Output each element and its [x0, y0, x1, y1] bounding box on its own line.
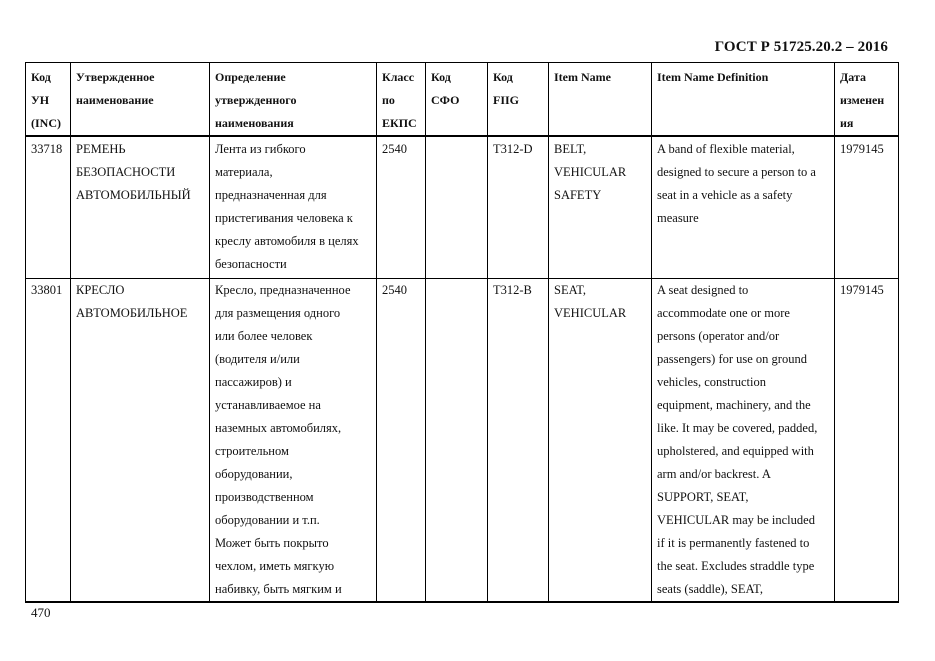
header-code-sfo: Код СФО — [426, 63, 488, 137]
page-number: 470 — [31, 605, 51, 620]
table-header-row — [26, 63, 899, 137]
cell-code-fiig: T312-D — [488, 136, 549, 279]
header-change-date: Дата изменен ия — [835, 63, 899, 137]
table-row — [26, 279, 899, 603]
cell-code-inc: 33718 — [26, 136, 71, 279]
cell-class-ekps: 2540 — [377, 136, 426, 279]
cell-definition: Лента из гибкого материала, предназначенная для пристегивания человека к креслу автомобиля в целях безопасности — [210, 136, 377, 279]
cell-item-name: SEAT, VEHICULAR — [549, 279, 652, 603]
cell-change-date: 1979145 — [835, 136, 899, 279]
cell-item-name: BELT, VEHICULAR SAFETY — [549, 136, 652, 279]
header-definition: Определение утвержденного наименования — [210, 63, 377, 137]
cell-code-sfo — [426, 279, 488, 603]
table-row — [26, 136, 899, 279]
cell-item-name-definition: A seat designed to accommodate one or more persons (operator and/or passengers) for use on ground vehicles, construction equipment, machinery, and the like. It may be covered, padded, upholstered, and equipped with arm and/or backrest. A SUPPORT, SEAT, VEHICULAR may be included if it is permanently fastened to the seat. Excludes straddle type seats (saddle), SEAT, — [652, 279, 835, 603]
cell-code-sfo — [426, 136, 488, 279]
header-item-name: Item Name — [549, 63, 652, 137]
header-code-inc: Код УН (INC) — [26, 63, 71, 137]
header-approved-name: Утвержденное наименование — [71, 63, 210, 137]
cell-approved-name: КРЕСЛО АВТОМОБИЛЬНОЕ — [71, 279, 210, 603]
cell-item-name-definition: A band of flexible material, designed to secure a person to a seat in a vehicle as a safety measure — [652, 136, 835, 279]
cell-code-fiig: T312-B — [488, 279, 549, 603]
cell-definition: Кресло, предназначенное для размещения одного или более человек (водителя и/или пассажиров) и устанавливаемое на наземных автомобилях, строительном оборудовании, производственном оборудовании и т.п. Может быть покрыто чехлом, иметь мягкую набивку, быть мягким и — [210, 279, 377, 603]
header-item-name-definition: Item Name Definition — [652, 63, 835, 137]
cell-approved-name: РЕМЕНЬ БЕЗОПАСНОСТИ АВТОМОБИЛЬНЫЙ — [71, 136, 210, 279]
header-class-ekps: Класс по ЕКПС — [377, 63, 426, 137]
data-table — [25, 62, 899, 603]
cell-change-date: 1979145 — [835, 279, 899, 603]
cell-class-ekps: 2540 — [377, 279, 426, 603]
header-code-fiig: Код FIIG — [488, 63, 549, 137]
document-header: ГОСТ Р 51725.20.2 – 2016 — [714, 39, 888, 55]
cell-code-inc: 33801 — [26, 279, 71, 603]
